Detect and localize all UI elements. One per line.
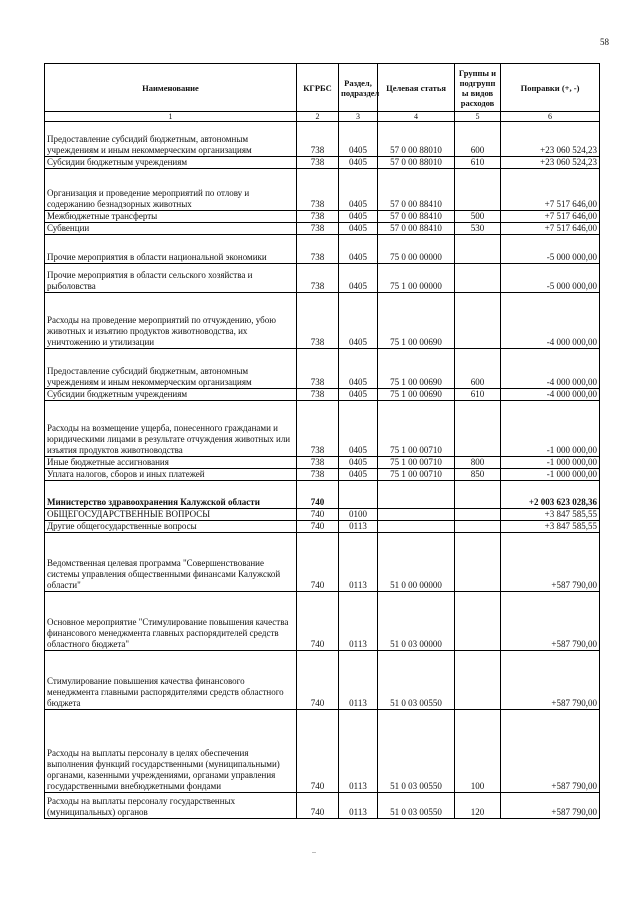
row-amount: -1 000 000,00 [501,457,600,469]
column-number: 4 [378,112,455,122]
row-name: Организация и проведение мероприятий по отлову и содержанию безнадзорных животных [45,169,297,211]
row-name: Субвенции [45,223,297,235]
row-amount: +2 003 623 028,36 [501,481,600,509]
row-expense-group [455,509,501,521]
table-row [45,457,600,469]
row-amount: +7 517 646,00 [501,169,600,211]
row-name: Прочие мероприятия в области сельского хозяйства и рыболовства [45,264,297,293]
row-amount: -4 000 000,00 [501,293,600,349]
row-section: 0405 [339,157,378,169]
row-name: Расходы на выплаты персоналу в целях обеспечения выполнения функций государственными (муниципальными) органами, казенными учреждениями, органами управления государственными внебюджетными фондами [45,710,297,793]
row-name: Уплата налогов, сборов и иных платежей [45,469,297,481]
row-amount: -1 000 000,00 [501,469,600,481]
table-row [45,710,600,793]
row-target-article: 75 1 00 00690 [378,293,455,349]
row-expense-group [455,521,501,533]
row-kgrbs: 740 [297,592,339,651]
column-number-row [45,112,600,122]
row-amount: +7 517 646,00 [501,223,600,235]
row-amount: -4 000 000,00 [501,389,600,401]
column-number: 5 [455,112,501,122]
header-expense-group: Группы и подгрупп ы видов расходов [455,64,501,112]
row-target-article: 57 0 00 88410 [378,223,455,235]
row-section: 0405 [339,264,378,293]
row-name: Министерство здравоохранения Калужской области [45,481,297,509]
row-kgrbs: 738 [297,223,339,235]
table-row [45,481,600,509]
table-row [45,211,600,223]
row-expense-group [455,592,501,651]
row-expense-group: 120 [455,793,501,819]
row-kgrbs: 738 [297,264,339,293]
header-row [45,64,600,112]
row-expense-group: 600 [455,349,501,389]
table-row [45,469,600,481]
table-body [45,122,600,819]
row-section [339,481,378,509]
row-section: 0405 [339,457,378,469]
row-expense-group [455,533,501,592]
row-target-article: 57 0 00 88010 [378,122,455,157]
table-row [45,533,600,592]
row-target-article: 75 0 00 00000 [378,235,455,264]
row-name: Расходы на возмещение ущерба, понесенного гражданами и юридическими лицами в результате отчуждения животных или изъятия продуктов животноводства [45,401,297,457]
row-target-article: 75 1 00 00000 [378,264,455,293]
row-section: 0100 [339,509,378,521]
row-name: Прочие мероприятия в области национальной экономики [45,235,297,264]
row-name: Расходы на выплаты персоналу государственных (муниципальных) органов [45,793,297,819]
row-expense-group [455,264,501,293]
row-section: 0113 [339,521,378,533]
table-row [45,157,600,169]
row-section: 0113 [339,533,378,592]
header-target-article: Целевая статья [378,64,455,112]
row-amount: +587 790,00 [501,533,600,592]
table-row [45,293,600,349]
row-target-article [378,481,455,509]
row-name: Другие общегосударственные вопросы [45,521,297,533]
row-section: 0405 [339,469,378,481]
row-name: Иные бюджетные ассигнования [45,457,297,469]
row-amount: +3 847 585,55 [501,509,600,521]
row-amount: +587 790,00 [501,651,600,710]
row-kgrbs: 738 [297,469,339,481]
row-expense-group: 800 [455,457,501,469]
row-name: Расходы на проведение мероприятий по отчуждению, убою животных и изъятию продуктов животноводства, их уничтожению и утилизации [45,293,297,349]
row-section: 0113 [339,651,378,710]
table-row [45,521,600,533]
row-section: 0405 [339,122,378,157]
column-number: 6 [501,112,600,122]
row-name: Предоставление субсидий бюджетным, автономным учреждениям и иным некоммерческим организациям [45,349,297,389]
table-row [45,122,600,157]
row-expense-group: 100 [455,710,501,793]
row-kgrbs: 738 [297,349,339,389]
row-target-article: 57 0 00 88010 [378,157,455,169]
row-section: 0113 [339,592,378,651]
row-expense-group: 610 [455,157,501,169]
row-amount: +587 790,00 [501,710,600,793]
row-expense-group: 850 [455,469,501,481]
row-expense-group: 500 [455,211,501,223]
row-amount: +587 790,00 [501,793,600,819]
row-section: 0405 [339,211,378,223]
row-expense-group: 610 [455,389,501,401]
row-amount: -1 000 000,00 [501,401,600,457]
row-kgrbs: 738 [297,293,339,349]
scan-mark [312,852,316,853]
row-kgrbs: 738 [297,401,339,457]
table-row [45,793,600,819]
row-kgrbs: 740 [297,533,339,592]
row-kgrbs: 738 [297,157,339,169]
row-section: 0405 [339,223,378,235]
table-row [45,651,600,710]
row-kgrbs: 740 [297,521,339,533]
row-kgrbs: 738 [297,457,339,469]
row-kgrbs: 738 [297,389,339,401]
row-name: Субсидии бюджетным учреждениям [45,157,297,169]
row-kgrbs: 740 [297,793,339,819]
column-number: 1 [45,112,297,122]
row-kgrbs: 738 [297,211,339,223]
row-target-article: 51 0 00 00000 [378,533,455,592]
row-name: Стимулирование повышения качества финансового менеджмента главными распорядителями средств областного бюджета [45,651,297,710]
row-expense-group [455,651,501,710]
row-section: 0405 [339,169,378,211]
row-kgrbs: 740 [297,509,339,521]
row-expense-group: 600 [455,122,501,157]
row-amount: +23 060 524,23 [501,122,600,157]
row-expense-group [455,401,501,457]
row-name: Основное мероприятие "Стимулирование повышения качества финансового менеджмента главных распорядителей средств областного бюджета" [45,592,297,651]
row-name: Субсидии бюджетным учреждениям [45,389,297,401]
row-target-article: 51 0 03 00550 [378,793,455,819]
row-name: Межбюджетные трансферты [45,211,297,223]
row-target-article: 75 1 00 00690 [378,389,455,401]
row-amount: -5 000 000,00 [501,235,600,264]
row-section: 0405 [339,235,378,264]
table-row [45,592,600,651]
row-target-article [378,509,455,521]
row-target-article: 51 0 03 00550 [378,651,455,710]
column-number: 2 [297,112,339,122]
table-row [45,235,600,264]
row-section: 0113 [339,710,378,793]
table-row [45,349,600,389]
row-expense-group: 530 [455,223,501,235]
row-name: Ведомственная целевая программа "Совершенствование системы управления общественными финансами Калужской области" [45,533,297,592]
row-amount: +3 847 585,55 [501,521,600,533]
row-amount: -5 000 000,00 [501,264,600,293]
budget-amendments-table [44,63,600,819]
row-kgrbs: 738 [297,122,339,157]
row-target-article: 57 0 00 88410 [378,211,455,223]
table-row [45,509,600,521]
row-section: 0405 [339,401,378,457]
row-amount: -4 000 000,00 [501,349,600,389]
row-amount: +587 790,00 [501,592,600,651]
row-target-article: 75 1 00 00710 [378,401,455,457]
row-expense-group [455,169,501,211]
column-number: 3 [339,112,378,122]
row-expense-group [455,481,501,509]
header-kgrbs: КГРБС [297,64,339,112]
row-section: 0405 [339,349,378,389]
header-name: Наименование [45,64,297,112]
page-number: 58 [600,37,609,47]
row-target-article [378,521,455,533]
row-target-article: 75 1 00 00690 [378,349,455,389]
row-target-article: 75 1 00 00710 [378,469,455,481]
row-kgrbs: 740 [297,710,339,793]
table-row [45,169,600,211]
table-row [45,389,600,401]
row-target-article: 51 0 03 00000 [378,592,455,651]
table-row [45,401,600,457]
row-expense-group [455,235,501,264]
row-section: 0405 [339,293,378,349]
header-section: Раздел, подраздел [339,64,378,112]
row-kgrbs: 740 [297,481,339,509]
row-section: 0405 [339,389,378,401]
row-expense-group [455,293,501,349]
row-target-article: 51 0 03 00550 [378,710,455,793]
row-target-article: 57 0 00 88410 [378,169,455,211]
row-name: Предоставление субсидий бюджетным, автономным учреждениям и иным некоммерческим организациям [45,122,297,157]
row-amount: +23 060 524,23 [501,157,600,169]
row-kgrbs: 738 [297,235,339,264]
table-row [45,223,600,235]
row-section: 0113 [339,793,378,819]
row-name: ОБЩЕГОСУДАРСТВЕННЫЕ ВОПРОСЫ [45,509,297,521]
row-kgrbs: 740 [297,651,339,710]
row-target-article: 75 1 00 00710 [378,457,455,469]
header-amendments: Поправки (+, -) [501,64,600,112]
row-amount: +7 517 646,00 [501,211,600,223]
row-kgrbs: 738 [297,169,339,211]
table-row [45,264,600,293]
